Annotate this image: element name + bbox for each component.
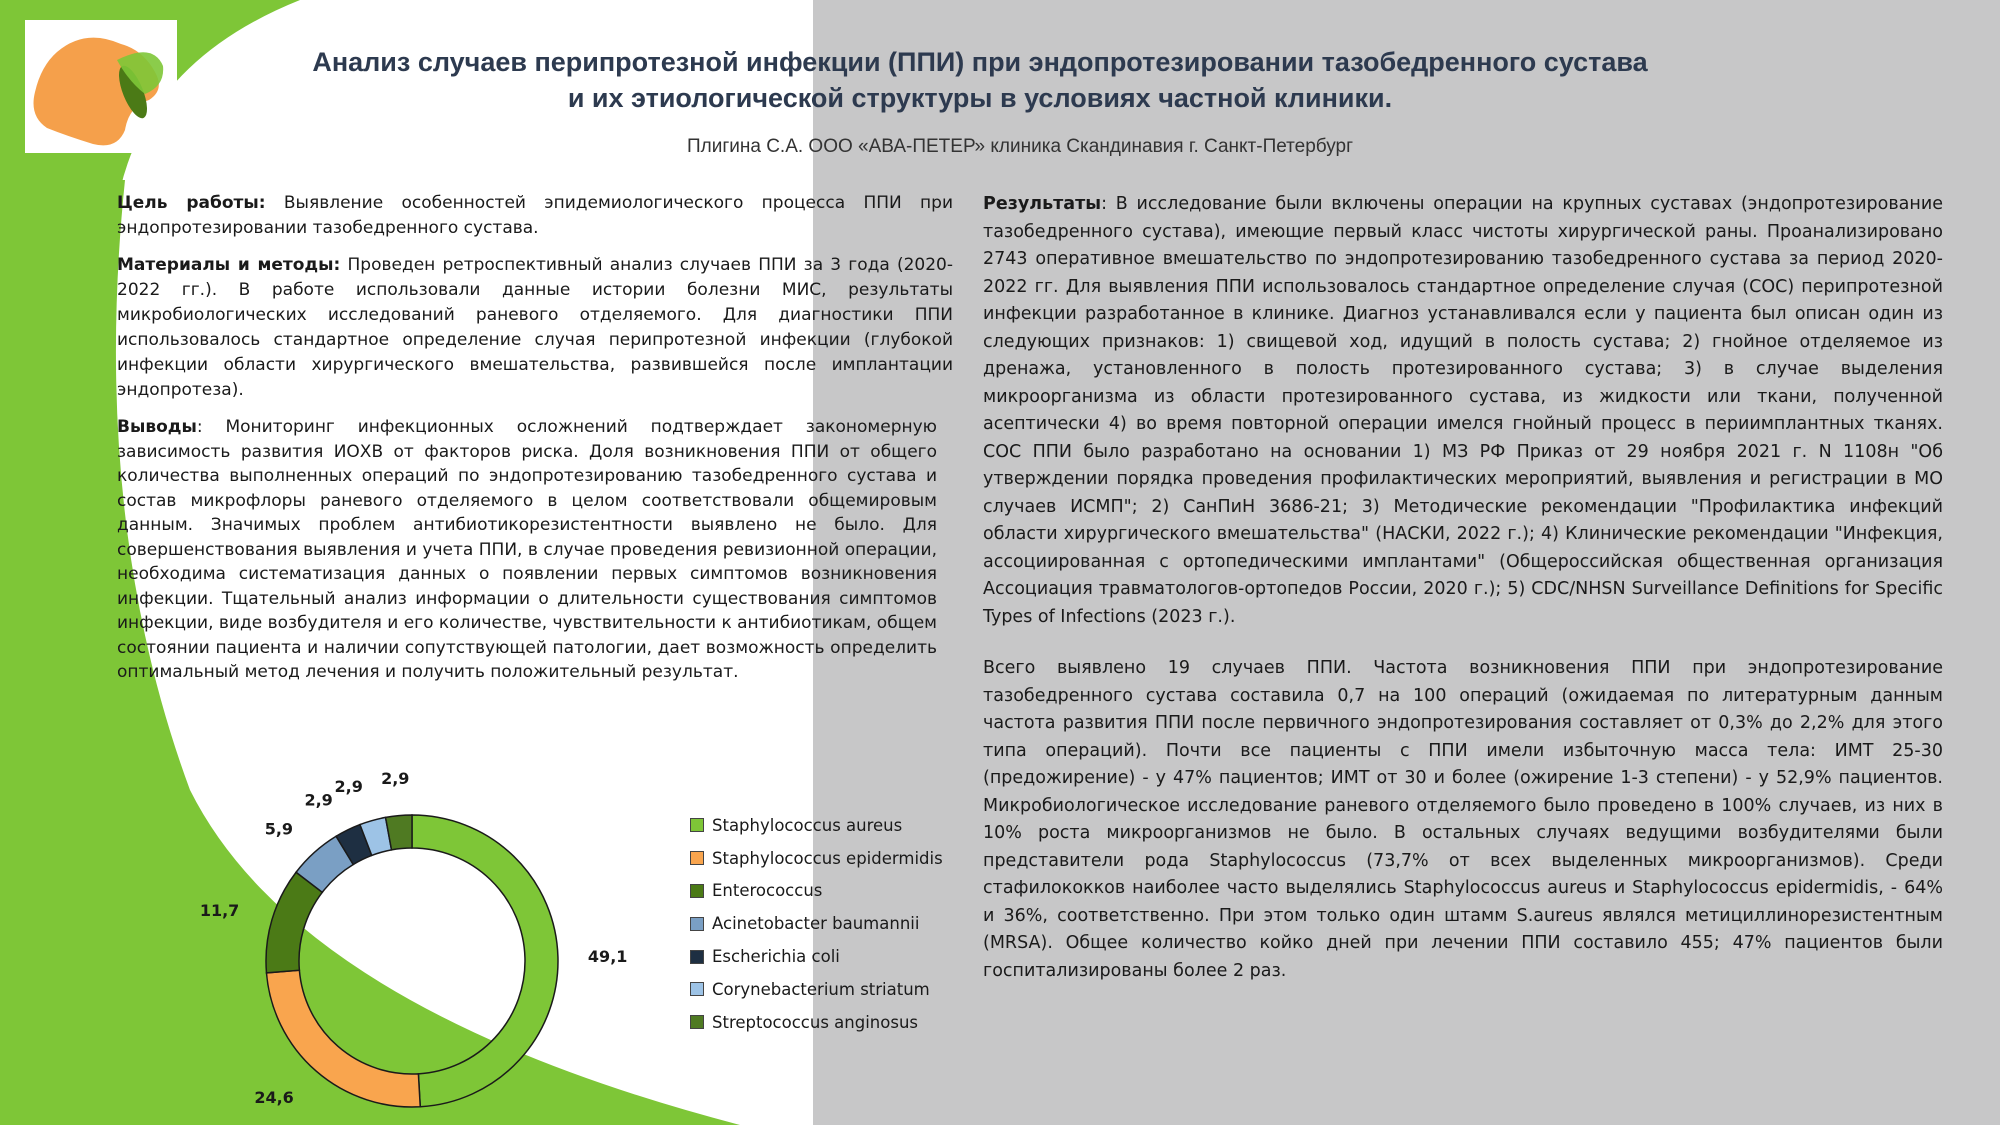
legend-label: Staphylococcus aureus xyxy=(712,815,903,835)
legend-label: Escherichia coli xyxy=(712,947,840,967)
legend-label: Corynebacterium striatum xyxy=(712,979,930,999)
legend-swatch xyxy=(690,851,704,865)
legend-label: Streptococcus anginosus xyxy=(712,1012,918,1032)
data-label-staph-aureus: 49,1 xyxy=(587,947,628,967)
methods-label: Материалы и методы: xyxy=(117,255,341,275)
chart-legend xyxy=(690,809,970,1039)
legend-item-acinetobacter xyxy=(690,907,970,940)
authors-affiliation: Плигина С.А. ООО «АВА-ПЕТЕР» клиника Скандинавия г. Санкт-Петербург xyxy=(686,136,1354,157)
legend-item-staph-aureus xyxy=(690,809,970,842)
legend-swatch xyxy=(690,982,704,996)
legend-swatch xyxy=(690,917,704,931)
logo xyxy=(25,20,177,153)
aim-text: Выявление особенностей эпидемиологического процесса ППИ при эндопротезировании тазобедренного сустава. xyxy=(117,193,953,238)
legend-label: Staphylococcus epidermidis xyxy=(712,848,943,868)
legend-item-e-coli xyxy=(690,940,970,973)
methods-text: Проведен ретроспективный анализ случаев ППИ за 3 года (2020-2022 гг.). В работе использовали данные истории болезни МИС, результаты микробиологических исследований раневого отделяемого. Для диагностики ППИ использовалось стандартное определение случая перипротезной инфекции (глубокой инфекции области хирургического вмешательства, развившейся после имплантации эндопротеза). xyxy=(117,255,953,400)
legend-swatch xyxy=(690,818,704,832)
data-label-acinetobacter: 5,9 xyxy=(264,819,294,839)
legend-label: Acinetobacter baumannii xyxy=(712,914,920,934)
legend-swatch xyxy=(690,1015,704,1029)
right-column xyxy=(983,191,1943,1009)
legend-item-enterococcus xyxy=(690,875,970,908)
poster-title xyxy=(190,44,1770,116)
legend-item-corynebacterium xyxy=(690,973,970,1006)
conclusions-paragraph xyxy=(117,415,937,685)
conclusions-label: Выводы xyxy=(117,417,197,437)
title-line-1: Анализ случаев перипротезной инфекции (ППИ) при эндопротезировании тазобедренного сустава xyxy=(312,47,1648,77)
title-line-2: и их этиологической структуры в условиях частной клиники. xyxy=(567,83,1393,113)
aim-label: Цель работы: xyxy=(117,193,266,213)
donut-slice-staph-aureus xyxy=(412,815,558,1107)
pathogen-donut-chart xyxy=(195,755,628,1107)
legend-label: Enterococcus xyxy=(712,881,823,901)
left-column xyxy=(117,191,953,697)
data-label-corynebacterium: 2,9 xyxy=(334,776,363,796)
results-label: Результаты xyxy=(983,194,1102,214)
methods-paragraph xyxy=(117,253,953,403)
donut-slice-staph-epidermidis xyxy=(266,970,420,1107)
legend-item-streptococcus xyxy=(690,1006,970,1039)
results-text: : В исследование были включены операции на крупных суставах (эндопротезирование тазобедренного сустава), имеющие первый класс чистоты хирургической раны. Проанализировано 2743 оперативное вмешательство по эндопротезированию тазобедренного сустава за период 2020-2022 гг. Для выявления ППИ использовалось стандартное определение случая (СОС) перипротезной инфекции разработанное в клинике. Диагноз устанавливался если у пациента был описан один из следующих признаков: 1) свищевой ход, идущий в полость сустава; 2) гнойное отделяемое из дренажа, установленного в полость протезированного сустава; 3) в случае выделения микроорганизма из области протезированного сустава, из жидкости или ткани, полученной асептически 4) во время повторной операции имелся гнойный процесс в периимплантных тканях. СОС ППИ было разработано на основании 1) МЗ РФ Приказ от 29 ноября 2021 г. N 1108н "Об утверждении порядка проведения профилактических мероприятий, выявления и регистрации в МО случаев ИСМП"; 2) СанПиН 3686-21; 3) Методические рекомендации "Профилактика инфекций области хирургического вмешательства" (НАСКИ, 2022 г.); 4) Клинические рекомендации "Инфекция, ассоциированная с ортопедическими имплантами" (Общероссийская общественная организация Ассоциация травматологов-ортопедов России, 2020 г.); 5) CDC/NHSN Surveillance Definitions for Specific Types of Infections (2023 г.). xyxy=(983,194,1943,627)
legend-swatch xyxy=(690,884,704,898)
aim-paragraph xyxy=(117,191,953,241)
results-paragraph-2: Всего выявлено 19 случаев ППИ. Частота возникновения ППИ при эндопротезирование тазобедренного сустава составила 0,7 на 100 операций (ожидаемая по литературным данным частота развития ППИ после первичного эндопротезирования составляет от 0,3% до 2,2% для этого типа операций). Почти все пациенты с ППИ имели избыточную масса тела: ИМТ 25-30 (предожирение) - у 47% пациентов; ИМТ от 30 и более (ожирение 1-3 степени) - у 52,9% пациентов. Микробиологическое исследование раневого отделяемого было проведено в 100% случаев, из них в 10% роста микроорганизмов не было. В остальных случаях ведущими возбудителями были представители рода Staphylococcus (73,7% от всех выделенных микроорганизмов). Среди стафилококков наиболее часто выделялись Staphylococcus aureus и Staphylococcus epidermidis, - 64% и 36%, соответственно. При этом только один штамм S.aureus являлся метициллинорезистентным (MRSA). Общее количество койко дней при лечении ППИ составило 455; 47% пациентов были госпитализированы более 2 раз. xyxy=(983,658,1943,981)
data-label-streptococcus: 2,9 xyxy=(381,768,410,788)
abstract-blob-logo-icon xyxy=(25,20,177,153)
legend-swatch xyxy=(690,950,704,964)
conclusions-text: : Мониторинг инфекционных осложнений подтверждает закономерную зависимость развития ИОХВ от факторов риска. Доля возникновения ППИ от общего количества выполненных операций по эндопротезированию тазобедренного сустава и состав микрофлоры раневого отделяемого в целом соответствовали общемировым данным. Значимых проблем антибиотикорезистентности выявлено не было. Для совершенствования выявления и учета ППИ, в случае проведения ревизионной операции, необходима систематизация данных о появлении первых симптомов возникновения инфекции. Тщательный анализ информации о длительности существования симптомов инфекции, виде возбудителя и его количестве, чувствительности к антибиотикам, общем состоянии пациента и наличии сопутствующей патологии, дает возможность определить оптимальный метод лечения и получить положительный результат. xyxy=(117,417,937,682)
donut-slice-enterococcus xyxy=(266,872,322,973)
data-label-e-coli: 2,9 xyxy=(304,790,333,810)
legend-item-staph-epidermidis xyxy=(690,842,970,875)
data-label-enterococcus: 11,7 xyxy=(199,901,240,921)
results-paragraph xyxy=(983,191,1943,631)
donut-chart-svg xyxy=(195,755,628,1107)
data-label-staph-epidermidis: 24,6 xyxy=(254,1087,294,1107)
